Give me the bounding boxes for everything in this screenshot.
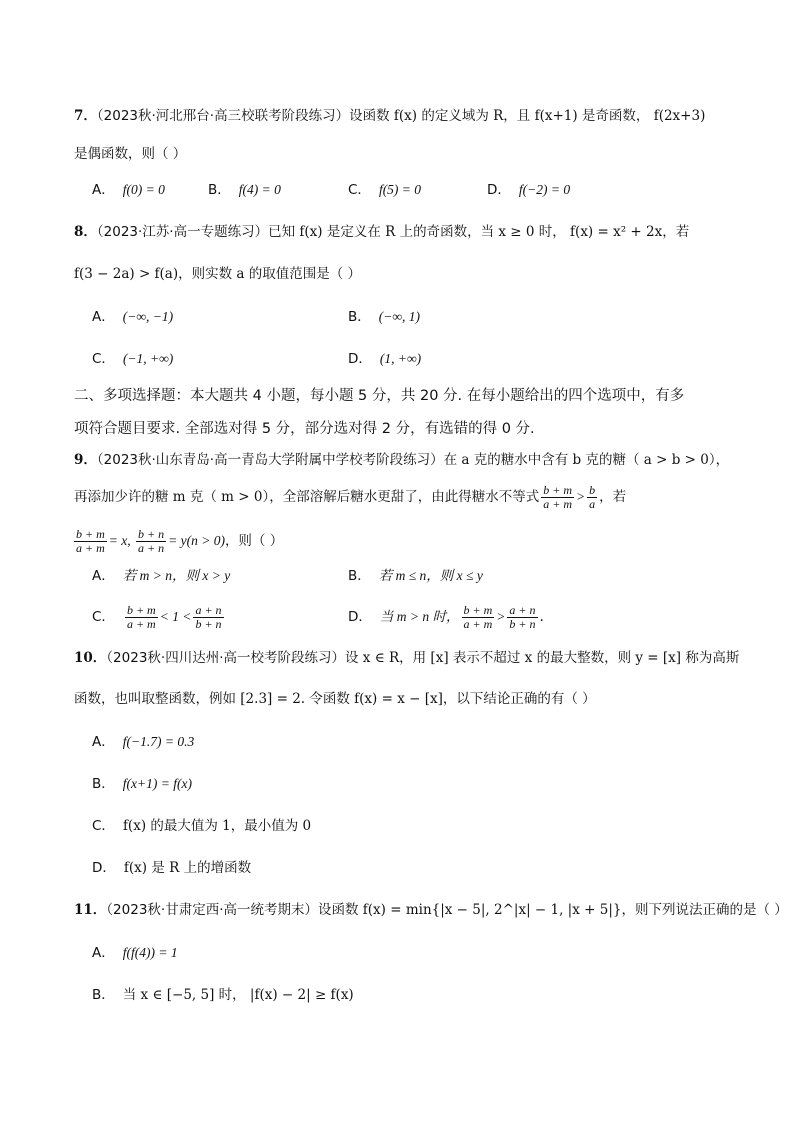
q9-stem-line1: [74, 450, 729, 470]
q9-stem-line3: $\frac{b + m}{a + m}$ = x, $\frac{b + n}{a + n}$ = y(n > 0)，则（ ）: [76, 527, 284, 555]
q11-option-b: B． 当 x ∈ [−5, 5] 时， |f(x) − 2| ≥ f(x): [92, 987, 354, 1003]
question-number: 8．: [74, 224, 97, 240]
q8-option-a: A． (−∞, −1): [92, 309, 174, 325]
q9-option-d: D． 当 m > n 时， $\frac{b + m}{a + m}$ > $\frac{a + n}{b + n}$ .: [348, 603, 544, 631]
q11-stem-line1: [74, 900, 788, 920]
question-stem-continued: f(3 − 2a) > f(a)，则实数 a 的取值范围是（ ）: [74, 266, 362, 282]
question-stem: 已知 f(x) 是定义在 R 上的奇函数，当 x ≥ 0 时， f(x) = x² + 2x，若: [268, 224, 690, 240]
question-stem: 设函数 f(x) 的定义域为 R，且 f(x+1) 是奇函数， f(2x+3): [349, 108, 706, 124]
q9-stem-line2: 再添加少许的糖 m 克（ m > 0），全部溶解后糖水更甜了，由此得糖水不等式 $\frac{b + m}{a + m}$ > $\frac{b}{a}$ ，若: [74, 483, 627, 511]
q7-stem-line1: [74, 106, 705, 126]
question-stem: 在 a 克的糖水中含有 b 克的糖（ a > b > 0），: [443, 452, 730, 468]
q9-option-b: B． 若 m ≤ n，则 x ≤ y: [348, 568, 483, 584]
section-heading-line1: 二、多项选择题：本大题共 4 小题，每小题 5 分，共 20 分. 在每小题给出的四个选项中，有多: [74, 388, 685, 404]
q7-option-d: D． f(−2) = 0: [487, 182, 571, 198]
question-source: （2023秋·四川达州·高一校考阶段练习）: [106, 650, 345, 666]
question-stem-continued: 是偶函数，则（ ）: [74, 146, 187, 162]
question-number: 9．: [74, 452, 97, 468]
question-number: 10．: [74, 650, 107, 666]
question-number: 11．: [74, 902, 107, 918]
q8-option-d: D． (1, +∞): [348, 351, 422, 367]
q10-option-c: C． f(x) 的最大值为 1，最小值为 0: [92, 818, 312, 834]
q10-stem-line2: [74, 689, 596, 709]
q10-option-d: D． f(x) 是 R 上的增函数: [92, 860, 252, 876]
fraction-bm-am: $\frac{b + m}{a + m}$: [76, 527, 105, 555]
q8-stem-line2: [74, 264, 361, 284]
section-heading-line2: 项符合题目要求. 全部选对得 5 分，部分选对得 2 分，有选错的得 0 分.: [74, 421, 535, 437]
question-source: （2023秋·甘肃定西·高一统考期末）: [106, 902, 318, 918]
question-source: （2023秋·河北邢台·高三校联考阶段练习）: [96, 108, 350, 124]
question-stem: 设 x ∈ R，用 [x] 表示不超过 x 的最大整数，则 y = [x] 称为高斯: [345, 650, 740, 666]
q8-option-b: B． (−∞, 1): [348, 309, 420, 325]
question-stem-continued: 再添加少许的糖 m 克（ m > 0），全部溶解后糖水更甜了，由此得糖水不等式: [74, 489, 540, 505]
q10-stem-line1: [74, 648, 739, 668]
fraction-bn-an: $\frac{b + n}{a + n}$: [138, 527, 165, 555]
q7-option-b: B． f(4) = 0: [208, 182, 281, 198]
fraction-b-a: $\frac{b}{a}$: [589, 483, 596, 511]
q9-option-a: A． 若 m > n，则 x > y: [92, 568, 231, 584]
q8-stem-line1: [74, 222, 689, 242]
q9-option-c: C． $\frac{b + m}{a + m}$ < 1 < $\frac{a + n}{b + n}$: [92, 603, 222, 631]
q11-option-a: A． f(f(4)) = 1: [92, 945, 178, 961]
question-source: （2023·江苏·高一专题练习）: [96, 224, 269, 240]
q7-stem-line2: [74, 144, 186, 164]
q10-option-a: A． f(−1.7) = 0.3: [92, 734, 195, 750]
question-source: （2023秋·山东青岛·高一青岛大学附属中学校考阶段练习）: [96, 452, 444, 468]
q8-option-c: C． (−1, +∞): [92, 351, 174, 367]
question-stem-continued: 函数，也叫取整函数，例如 [2.3] = 2. 令函数 f(x) = x − [x]，以下结论正确的有（ ）: [74, 691, 596, 707]
question-stem: 设函数 f(x) = min{|x − 5|, 2^|x| − 1, |x + 5|}，则下列说法正确的是（ ）: [318, 902, 788, 918]
q7-option-c: C． f(5) = 0: [348, 182, 422, 198]
q10-option-b: B． f(x+1) = f(x): [92, 776, 192, 792]
fraction-bm-am: $\frac{b + m}{a + m}$: [543, 483, 572, 511]
q7-option-a: A． f(0) = 0: [92, 182, 165, 198]
question-number: 7．: [74, 108, 97, 124]
